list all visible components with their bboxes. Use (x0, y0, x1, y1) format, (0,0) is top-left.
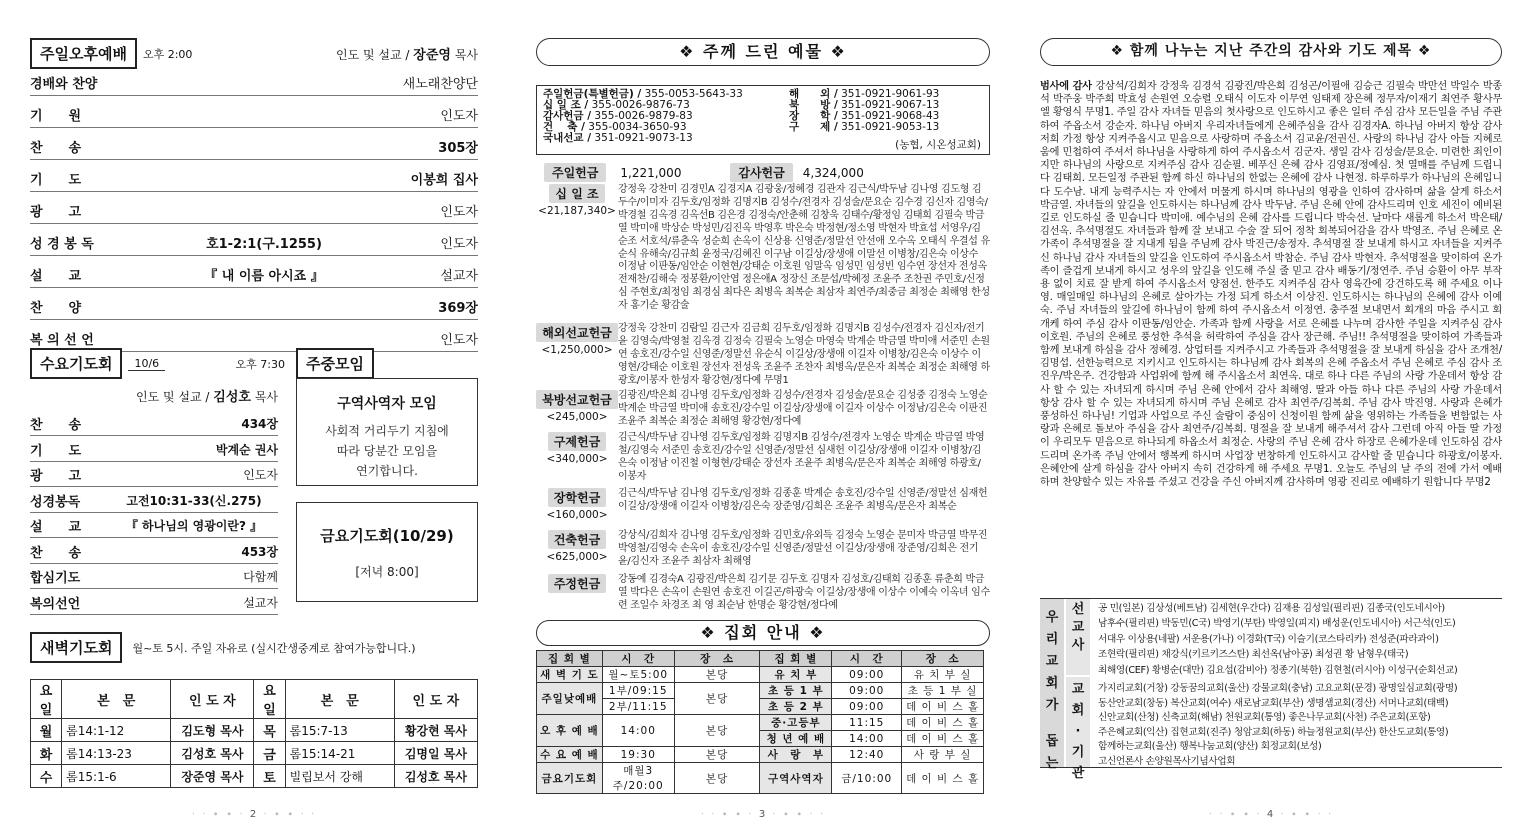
offering-row (536, 574, 990, 613)
dawn-prayer-title: 새벽기도회 (30, 632, 122, 663)
meeting-table-row (537, 683, 984, 699)
side-char: 관 (1071, 766, 1085, 781)
meeting-cell: 사 랑 부 (760, 747, 832, 763)
offering-amount: <245,000> (546, 411, 608, 423)
order-label: 설 교 (30, 268, 82, 284)
sunday-service-title: 주일오후예배 (30, 38, 137, 69)
page-number-3: · · ∙ ∙ · 3 · ∙ ∙ · · (700, 809, 826, 820)
dawn-cell: 목 (254, 719, 285, 742)
offering-name: 건축헌금 (548, 530, 606, 549)
account-number: 355-0053-5643-33 (644, 88, 743, 100)
order-label: 복의선언 (30, 596, 81, 612)
mission-line: 함께하는교회(울산) 행복나눔교회(양산) 회정교회(보성) (1098, 741, 1322, 753)
order-label: 기 도 (30, 172, 82, 188)
account-number: 351-0921-9067-13 (841, 99, 940, 111)
offering-name: 장학헌금 (548, 488, 606, 507)
dawn-table-body (31, 719, 478, 788)
meeting-cell: 2부/11:15 (602, 699, 674, 715)
meeting-table-row (537, 699, 984, 715)
dawn-header (30, 632, 478, 663)
order-leader: 453장 (241, 544, 278, 559)
meeting-cell: 주일낮예배 (537, 683, 603, 715)
side-char: 회 (1071, 703, 1085, 718)
sunday-order-row (30, 197, 478, 224)
meeting-cell: 금요기도회 (537, 763, 603, 794)
church-institution-label (1066, 677, 1090, 781)
dawn-cell: 김성호 목사 (171, 742, 254, 765)
meeting-cell: 사 랑 부 실 (902, 747, 984, 763)
side-char: 기 (1071, 745, 1085, 760)
offering-row (536, 323, 990, 388)
account-number: 351-0921-9061-93 (841, 88, 940, 100)
order-content: 『 하나님의 영광이란? 』 (125, 519, 263, 533)
offering-section-title: ❖ 주께 드린 예물 ❖ (536, 38, 990, 66)
page-number-4: · · ∙ ∙ · 4 · ∙ ∙ · · (1208, 809, 1334, 820)
dawn-table-header (31, 680, 478, 719)
account-name: 구 제 / (789, 121, 838, 133)
meeting-header-cell: 장 소 (902, 651, 984, 667)
order-label: 기 도 (30, 443, 82, 459)
thanks-prayer-section-title: ❖ 함께 나누는 지난 주간의 감사와 기도 제목 ❖ (1040, 38, 1502, 66)
mission-line: 서대우 이상용(네팔) 서운용(가나) 이경화(T국) 이슬기(코스타리카) 전성준(파라과이) (1098, 633, 1439, 645)
account-name: 북 방 / (789, 99, 838, 111)
offering-donors: 강동예 김경숙A 김광진/박은희 김기문 김두호 김명자 김성호/김태희 김종훈 류춘희 박금열 박다은 손옥이 손원연 송호진 이길곤/하광숙 이길상/장생애 이상수 이예숙 이옥녀 임수련 조일수 차경조 최 영 최순남 한명순 황강현/정다예 (618, 574, 990, 611)
offering-category (536, 488, 618, 521)
meeting-cell: 1부/09:15 (602, 683, 674, 699)
offering-row (536, 432, 990, 484)
account-number: 351-0921-9073-13 (594, 132, 693, 144)
mission-line: 조현락(필리핀) 채강식(키르키즈스탄) 최선옥(남아공) 최성권 황 남형우(태국) (1098, 649, 1409, 661)
order-label: 광 고 (30, 204, 82, 220)
offering-amount: <1,250,000> (541, 344, 613, 356)
page-3 (536, 0, 990, 832)
bank-name: (농협, 시온성교회) (895, 139, 981, 151)
account-item (789, 122, 939, 133)
wednesday-leader: 인도 및 설교 / 김성호 목사 (136, 390, 278, 405)
wednesday-order-row (30, 489, 278, 513)
order-leader: 박계순 권사 (215, 442, 278, 457)
meeting-cell: 본당 (674, 667, 760, 683)
wednesday-order-row (30, 540, 278, 564)
offering-row (536, 184, 990, 313)
dawn-table-row (31, 765, 478, 788)
account-box (536, 85, 990, 155)
order-leader: 인도자 (243, 468, 278, 482)
meeting-cell: 본당 (674, 763, 760, 794)
offering-category (536, 432, 618, 484)
account-name: 주일헌금(특별헌금) / (543, 88, 642, 100)
wednesday-order-row (30, 438, 278, 462)
wednesday-order-row (30, 514, 278, 538)
order-leader: 369장 (438, 300, 478, 316)
account-name: 국내선교 / (543, 132, 592, 144)
dawn-header-cell: 요일 (254, 680, 285, 719)
meeting-table-row (537, 763, 984, 794)
meeting-cell: 유 치 부 실 (902, 667, 984, 683)
offering-category (536, 323, 618, 388)
order-label: 찬 송 (30, 545, 82, 561)
weekday-meeting-title: 주중모임 (296, 348, 374, 379)
dawn-cell: 황강현 목사 (394, 719, 477, 742)
dawn-cell: 장준영 목사 (171, 765, 254, 788)
offering-amount: <625,000> (546, 551, 608, 563)
thanks-offering-amount: 4,324,000 (802, 165, 864, 180)
offering-category (536, 574, 618, 613)
mission-line: 가지리교회(거창) 강동꿈의교회(울산) 강물교회(충남) 고요교회(문경) 광명일심교회(광명) (1098, 683, 1458, 694)
meeting-cell: 중·고등부 (760, 715, 832, 731)
sunday-order-row (30, 261, 478, 288)
order-label: 경배와 찬양 (30, 76, 98, 92)
account-number: 351-0921-9053-13 (841, 121, 940, 133)
order-leader: 이봉희 집사 (410, 172, 478, 188)
dawn-cell: 롬14:1-12 (62, 719, 171, 742)
wednesday-date: 10/6 (128, 357, 165, 371)
dawn-cell: 김도형 목사 (171, 719, 254, 742)
meeting-section-title: ❖ 집회 안내 ❖ (536, 620, 990, 646)
meeting-cell: 본당 (674, 715, 760, 747)
offering-row (536, 530, 990, 569)
meeting-cell: 초 등 1 부 실 (902, 683, 984, 699)
account-item (543, 133, 693, 144)
friday-prayer-time: [저녁 8:00] (355, 565, 419, 579)
offering-category (536, 184, 618, 313)
side-char: 사 (1071, 638, 1085, 653)
mission-line: 공 민(일본) 김상성(베트남) 김세현(우간다) 김재용 김성일(필리핀) 김종국(인도네시아) (1098, 603, 1445, 614)
meeting-cell: 데 이 비 스 홀 (902, 699, 984, 715)
order-content: 고전10:31-33(신.275) (126, 493, 262, 508)
offering-donors: 강정욱 강찬미 김경민A 김경지A 김광웅/정혜경 김관자 김근식/박두남 김나영 김도형 김두수/이미자 김두호/임정화 김명지B 김성수/전경자 김성술/문요순 김수경 김신자 김영숙/박경철 김옥경 김옥선B 김은경 김정숙/안춘해 김창욱 김태수/황정임 김태희 김필숙 박금열 박미애 박상순 박성민/김진옥 박영후 박은숙 박정현/정소영 박현자 박효섭 서영우/김순조 서호석/류춘옥 성순희 손옥이 신상용 신영준/정말선 안선애 오수옥 오태식 우결섭 유순식 유해숙/김규희 윤정국/김혜진 이구남 이길상/장생애 이말선 이병창/김은숙 이상수 이정남 이판동/임안순 이현현/강태순 이호원 임말옥 임성민 임성빈 임수연 장선자 전성옥 전재찬/김해숙 정봉환/이안엽 정은애A 정장신 조문섭/박혜정 조윤주 조찬권 주민호/신정심 주현호/최정임 최경심 최다은 최병옥 최복순 최삼자 최연주/최중금 최정순 최해영 한성자 홍기순 황감술 (618, 184, 990, 312)
sunday-order-row (30, 229, 478, 256)
mission-line: 주은혜교회(익산) 집현교회(진주) 청암교회(하동) 하늘정원교회(부산) 한산도교회(통영) (1098, 726, 1449, 738)
wednesday-header (30, 348, 285, 379)
district-meeting-title: 구역사역자 모임 (337, 396, 437, 412)
order-leader: 인도자 (440, 108, 478, 124)
meeting-table-row (537, 715, 984, 731)
dawn-cell: 수 (31, 765, 62, 788)
dawn-table-row (31, 719, 478, 742)
dawn-header-cell: 본 문 (285, 680, 394, 719)
offering-donors: 강상식/김희자 김나영 김두호/임정화 김민호/유외득 김정숙 노영순 문미자 박금열 박무진 박영철/김영숙 손옥이 송호진/강수일 신영준/정말선 이길상/장생애 장준영/김희은 전기윤/김신자 조윤주 최삼자 최해영 (618, 530, 988, 567)
dawn-header-cell: 본 문 (62, 680, 171, 719)
order-label: 성 경 봉 독 (30, 236, 94, 252)
order-leader: 설교자 (440, 268, 478, 284)
sunday-service-time: 오후 2:00 (142, 47, 193, 61)
meeting-cell: 본당 (674, 683, 760, 715)
wednesday-order-row (30, 412, 278, 436)
friday-prayer-box (296, 502, 478, 602)
prayer-lead: 범사에 감사 (1040, 81, 1092, 92)
order-label: 합심기도 (30, 571, 81, 586)
offering-amount: <21,187,340> (538, 205, 616, 217)
order-leader: 다함께 (243, 570, 278, 584)
offering-name: 십 일 조 (549, 184, 604, 203)
sunday-order-row (30, 101, 478, 128)
order-label: 기 원 (30, 108, 82, 124)
dawn-cell: 화 (31, 742, 62, 765)
wednesday-order-row (30, 591, 278, 615)
meeting-cell: 초 등 2 부 (760, 699, 832, 715)
dawn-prayer-note: 월~토 5시. 주일 자유로 (실시간생중계로 참여가능합니다.) (132, 641, 416, 655)
dawn-cell: 롬14:13-23 (62, 742, 171, 765)
order-label: 복 의 선 언 (30, 332, 94, 348)
prayer-body: 강삼석/김희자 강정욱 김경석 김광진/박은희 김성곤/이필애 김승근 김필숙 박만선 박일수 박종석 박주웅 박주희 박효성 손원연 오승렬 오태식 이도자 이무연 임태제 장은혜 정무자/이재기 최연주 황사무엘 황영식 무명1. 주일 감사 자녀들 믿음의 첫사랑으로 인도하시고 좋은 일터 주심 감사 모든일을 주님 주관하여 주옵소서 강순자. 하나님 아버지 우리자녀들에게 은혜주심을 감사 김경자A. 하나님 아버지 항상 감사 저희 가정 항상 지켜주옵시고 믿음으로 사랑하며 주옵소서 김교윤/전권신. 사랑의 하나님 감사 아들 지혜로움에 민첩하여 주셔서 하나님을 사랑하게 하여 주시옵소서 김군자. 생일 감사 김성술/문요순. 미련한 죄인이지만 하나님의 사랑으로 지켜주심 감사 김순필. 베푸신 은혜 감사 김영표/정예심. 첫 열매를 주님께 드립니다 김태희. 모든일정 주관된 함께 하신 하나님의 한없는 은혜에 감사 나현정. 하루하루가 하나님의 은혜입니다 도수남. 내게 능력주시는 자 안에서 머물게 하시며 하나님의 영광을 인하여 감사하며 삶을 살게 하소서 박금열. 자녀들의 앞길을 인도하시는 하나님께 감사 박두남. 주님 은혜 안에 감사드리며 인호 세진이 예비된 길로 인도하실 줄 믿습니다 박미애. 예수님의 은혜 감사를 드립니다 박숙선. 날마다 새롭게 하소서 박은태/김선옥. 추석명절도 자녀들과 함께 잘 보내고 수술 잘 되어 정착 회복되어감을 감사 박영조. 주님 은혜로 온가족이 추석명절을 잘 지내게 됨을 주님께 감사 박진근/송정자. 추석명절 잘 보내게 하시고 자녀들을 지켜주신 하나님 감사 자녀들의 앞길을 인도하여 주시옵소서 박참순. 주님 감사 박현자. 추석명절을 맞이하여 온가족이 즐겁게 보내게 하시고 성우의 앞길을 인도해 주실 줄 믿고 감사 배동기/정연주. 주님 승환이 아무 부작용 없이 치료 잘 받게 하여 주시옵소서 양점선. 한주도 지켜주심 감사 영육간에 강건하도록 해 주세요 이나영. 매일매일 하나님의 은혜로 살아가는 가정 되게 하소서 이상진. 인도하시는 하나님의 은혜에 감사 이예숙. 주님 자녀들의 앞길에 하나님이 함께 하여 주시옵소서 이정연. 충주절 보내면서 회개의 마음 주시고 회개케 하여 주심 감사 이판동/임안순. 가족과 함께 사랑을 서로 은혜를 나누며 감사한 주일을 지켜주심 감사 이호원. 주님의 은혜로 풍성한 추석을 허락하여 주심을 감사 장근해. 주님!! 추석명절을 맞이하여 가족들과 함께 보내게 하심을 감사 정혜경. 상업터를 지켜주시고 가족들과 추석명절을 잘 보내게 하심을 감사 조개천/김명섭. 선한능력으로 지키시고 인도하시는 하나님께 감사 회복의 은혜 주옵소서 주님 은혜로 주심 감사 조진우/박은주. 건강함과 사업위에 함께 해 주시옵소서 최연옥. 대로 하나 다른 주님의 사랑 가운데서 항상 감사 할 수 있는 자녀되게 하시며 주님 은혜 안에서 감사 최해영. 딸과 아들 하나 다른 주님의 사랑 가운데서 항상 감사 할 수 있는 자녀되게 하시며 주님 은혜로 감사 최연주/김복희. 주님 감사 박진영. 사랑과 은혜가 풍성하신 하나님! 기업과 사업으로 주신 술람이 중심이 신청이원 함께 삶을 영위하는 가족들을 변함없는 사랑과 은혜로 돌보아 주심을 감사 최연주/김복희. 명절을 잘 보내게 해주셔서 감사 그런데 아직 아들 딸 가정이 우리모두 믿음으로 하나되게 하옵소서 최정순. 사랑의 주님 은혜 감사 하장로 은혜가운데 인도하심 감사드리며 온가족 주님 안에서 행복케 하시며 사업장 번창하게 인도하시고 감사할 줄 믿습니다 하광호/이봉자. 은혜안에 살게 하심을 감사 아버지 속히 건강하게 해 주세요 무명1. 오늘도 주님의 날 주의 전에 가서 예배하며 찬양할수 있는 자유를 주셨고 건강을 주신 아버지께 감사하며 영광 진리로 예배하기 원합니다 무명2 (1040, 81, 1502, 489)
order-leader: 새노래찬양단 (402, 76, 478, 92)
wednesday-order-row (30, 463, 278, 487)
meeting-cell: 데 이 비 스 홀 (902, 731, 984, 747)
account-name: 십 일 조 / (543, 99, 589, 111)
account-name: 해 외 / (789, 88, 838, 100)
dawn-header-cell: 인 도 자 (171, 680, 254, 719)
offering-donors: 김근식/박두남 김나영 김두호/임정화 김명지B 김성수/전경자 노영순 박계순 박금열 박영철/김영숙 서준민 송호진/강수일 신영준/정말선 심새헌 이길상/장생애 이길자 이병창/김은숙 이정남 이진철 이형현/강태순 장선자 조윤주 최병옥/문은자 최복순 최해영 하광호/이봉자 (618, 432, 985, 482)
dawn-cell: 롬15:7-13 (285, 719, 394, 742)
side-char: 회 (1045, 676, 1059, 691)
side-char: 교 (1071, 620, 1085, 635)
offering-summary (536, 163, 990, 182)
order-content: 호1-2:1(구.1255) (206, 236, 322, 252)
dawn-header-cell: 인 도 자 (394, 680, 477, 719)
side-char: 리 (1045, 632, 1059, 647)
meeting-cell: 매월3주/20:00 (602, 763, 674, 794)
sunday-leader: 인도 및 설교 / 장준영 목사 (336, 48, 478, 63)
meeting-table-row (537, 747, 984, 763)
offering-donors: 김근식/박두남 김나영 김두호/임정화 김종훈 박계순 송호진/강수일 신영준/정말선 심재헌 이길상/장생애 이길자 이병창/김은숙 장준영/김희은 조윤주 최병옥/문은자 최복순 (618, 488, 988, 512)
sunday-order-row (30, 165, 478, 192)
account-name: 건 축 / (543, 121, 585, 133)
dawn-cell: 월 (31, 719, 62, 742)
offering-row (536, 488, 990, 521)
dawn-prayer-table (30, 679, 478, 788)
side-char: 교 (1045, 654, 1059, 669)
meeting-cell: 금/10:00 (832, 763, 902, 794)
meeting-cell: 09:00 (832, 683, 902, 699)
meeting-cell: 09:00 (832, 667, 902, 683)
sunday-order-row (30, 133, 478, 160)
meeting-header-cell: 집 회 별 (537, 651, 603, 667)
offering-name: 주정헌금 (548, 574, 606, 593)
meeting-cell: 11:15 (832, 715, 902, 731)
prayer-requests-text (1040, 80, 1502, 489)
dawn-cell: 토 (254, 765, 285, 788)
mission-line: 동산안교회(창동) 복산교회(여수) 새로남교회(부산) 생명샘교회(경산) 서머나교회(태백) (1098, 697, 1449, 709)
mission-line: 고신언론사 손양원목사기념사업회 (1098, 756, 1236, 767)
page-4 (1040, 0, 1502, 832)
order-label: 성경봉독 (30, 494, 81, 510)
meeting-cell: 14:00 (602, 715, 674, 747)
meeting-header-cell: 시 간 (832, 651, 902, 667)
meeting-table-header (537, 651, 984, 667)
offering-amount: <160,000> (546, 509, 608, 521)
meeting-header-cell: 장 소 (674, 651, 760, 667)
district-meeting-note: 사회적 거리두기 지침에 따라 당분간 모임을 연기합니다. (325, 424, 449, 478)
side-char: 는 (1045, 756, 1059, 771)
offering-donors: 김광진/박은희 김나영 김두호/임정화 김성수/전경자 김성술/문요순 김성중 김정숙 노영순 박계순 박금열 박미애 송호진/강수일 이길상/장생애 이길자 이상수 이정남/김은숙 이판진 조윤주 최복순 최정순 최해영 황강현/정다예 (618, 390, 988, 427)
order-leader: 설교자 (243, 595, 278, 610)
meeting-cell: 오 후 예 배 (537, 715, 603, 747)
sunday-offering-label: 주일헌금 (544, 163, 606, 182)
account-name: 감사헌금 / (543, 110, 592, 122)
mission-line: 신안교회(산청) 신축교회(해남) 천원교회(통영) 좋은나무교회(사천) 주은교회(포항) (1098, 712, 1431, 724)
our-church-supports-label (1040, 599, 1064, 771)
side-char: · (1075, 724, 1081, 739)
sunday-offering-amount: 1,221,000 (620, 165, 682, 180)
sunday-order-row (30, 69, 478, 96)
sunday-header (30, 38, 478, 69)
offering-donors: 강정욱 강찬미 김람일 김근자 김금희 김두호/임정화 김명지B 김성수/전경자 김신자/전기윤 김영숙/박영철 김옥경 김정숙 김필숙 노영순 마영숙 박계순 박금열 박미애 서준민 손원연 송호진/강수일 신영준/정말선 유순식 이길상/장생애 이길자 이병창/김은숙 이상수 이영현/강태순 이호원 장선자 전성욱 조윤주 조찬자 최병옥/문은자 최복순 최정순 최해영 하광호/이봉자 한성자 황강현/정다예 무명1 (618, 323, 990, 386)
dawn-header-cell: 요일 (31, 680, 62, 719)
wednesday-time: 오후 7:30 (235, 357, 285, 371)
dawn-cell: 김명일 목사 (394, 742, 477, 765)
meeting-cell: 19:30 (602, 747, 674, 763)
mission-line: 최해영(CEF) 황병순(대만) 김요섭(감비아) 정종기(북한) 김현철(러시아) 이성구(순회선교) (1098, 664, 1458, 676)
meeting-cell: 데 이 비 스 홀 (902, 715, 984, 731)
meeting-cell: 수 요 예 배 (537, 747, 603, 763)
order-label: 찬 송 (30, 418, 82, 433)
friday-prayer-title: 금요기도회(10/29) (320, 527, 454, 545)
supported-missions-box (1040, 598, 1502, 781)
dawn-table-row (31, 742, 478, 765)
district-leader-meeting-box (296, 378, 478, 486)
meeting-cell: 월~토5:00 (602, 667, 674, 683)
wednesday-order-row (30, 565, 278, 589)
meeting-table-row (537, 667, 984, 683)
meeting-cell: 14:00 (832, 731, 902, 747)
side-char: 교 (1071, 682, 1085, 697)
side-char: 가 (1045, 698, 1059, 713)
meeting-cell: 구역사역자 (760, 763, 832, 794)
meeting-cell: 12:40 (832, 747, 902, 763)
account-number: 355-0034-3650-93 (588, 121, 687, 133)
meeting-cell: 09:00 (832, 699, 902, 715)
order-label: 광 고 (30, 469, 82, 484)
side-char: 돕 (1045, 734, 1059, 749)
account-number: 351-0921-9068-43 (841, 110, 940, 122)
meeting-header-cell: 집 회 별 (760, 651, 832, 667)
order-leader: 인도자 (440, 236, 478, 252)
meeting-schedule-table (536, 650, 984, 794)
order-leader: 305장 (438, 140, 478, 156)
order-leader: 인도자 (440, 332, 478, 348)
offering-amount: <340,000> (546, 453, 608, 465)
meeting-cell: 본당 (674, 747, 760, 763)
dawn-cell: 빌립보서 강해 (285, 765, 394, 788)
offering-name: 북방선교헌금 (536, 390, 618, 409)
meeting-cell: 초 등 1 부 (760, 683, 832, 699)
meeting-table-body (537, 667, 984, 794)
offering-category (536, 390, 618, 429)
dawn-cell: 롬15:14-21 (285, 742, 394, 765)
order-leader: 434장 (241, 417, 278, 431)
order-content: 『 내 이름 아시죠 』 (204, 268, 324, 284)
order-leader: 인도자 (440, 204, 478, 220)
page-number-2: · · ∙ ∙ · 2 · ∙ ∙ · · (191, 809, 317, 820)
meeting-cell: 청 년 예 배 (760, 731, 832, 747)
account-number: 355-0026-9879-83 (594, 110, 693, 122)
wednesday-service-title: 수요기도회 (30, 348, 122, 379)
side-char: 선 (1071, 602, 1085, 617)
mission-line: 남후수(필리핀) 박동민(C국) 박영기(부탄) 박영일(피지) 배성운(인도네시아) 서근석(인도) (1098, 618, 1456, 630)
order-label: 찬 송 (30, 140, 82, 156)
dawn-cell: 롬15:1-6 (62, 765, 171, 788)
account-number: 355-0026-9876-73 (591, 99, 690, 111)
page-2 (30, 0, 478, 832)
order-label: 찬 양 (30, 300, 82, 316)
meeting-cell: 새 벽 기 도 (537, 667, 603, 683)
side-char (1040, 717, 1064, 731)
sunday-order-row (30, 293, 478, 320)
meeting-header-cell: 시 간 (602, 651, 674, 667)
dawn-cell: 금 (254, 742, 285, 765)
dawn-cell: 김성호 목사 (394, 765, 477, 788)
side-char: 우 (1045, 610, 1059, 625)
thanks-offering-label: 감사헌금 (730, 163, 792, 182)
meeting-cell: 유 치 부 (760, 667, 832, 683)
order-label: 설 교 (30, 520, 82, 535)
account-name: 장 학 / (789, 110, 838, 122)
meeting-cell: 데 이 비 스 홀 (902, 763, 984, 794)
offering-row (536, 390, 990, 429)
offering-name: 구제헌금 (548, 432, 606, 451)
offering-name: 해외선교헌금 (536, 323, 618, 342)
offering-category (536, 530, 618, 569)
missionary-label (1066, 599, 1090, 675)
